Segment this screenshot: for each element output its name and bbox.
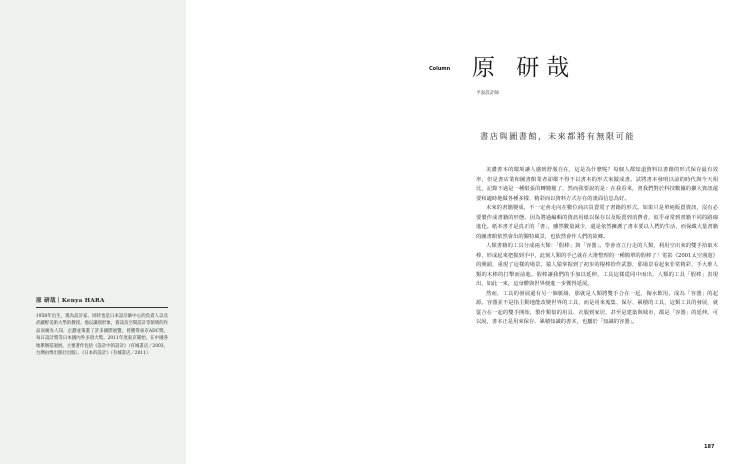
author-name: 原 研哉｜Kenya HARA — [36, 296, 168, 308]
article-body — [476, 166, 718, 328]
body-paragraph: 人類書籍的工具分成兩大類：「假棒」與「容器」。學會直立行走的人類，利用空出來的雙手拾取木棒，形成起來把握到手中，此刻人類的手已就在大堆整理的一種簡單的假棒了！電影《2001太空漫遊》的開頭，重現了這樣的場景。猿人猿掌握到了初步的棍棒拾作武器，那場景看起來非常精彩，手大堆人類的木棒的打擊而前進。假棒讓我們的手加以延伸，工具這樣從同中而出，人類的工具「假棒」表現出，如此一來，這身體與世界便進一步獲得延展。 — [476, 243, 718, 287]
column-label: Column — [429, 66, 451, 72]
body-paragraph: 未來的書籍變成，不一定會走向在數位商店買賣電子書籍的形式。如果只是單純販賣資訊，沒有必要製作成書籍的形態。因為將過編輯的資訊用紙以保存以及販賣到消費者，似乎尋常到書籍不同的路線進化。紙本書才是真正的「書」，雖然數量減少，還是依然擁護了書本要以人們的生活，而保藏大量書籍的圖書館依然會出的獨特風景，也依然會作人們的故鄉。 — [476, 205, 718, 240]
body-paragraph: 美濃書本的環境讓人感到舒服自在，這是為什麼呢？每個人都知道資料以書籍的形式保存最有效率，但是書店業和圖書館業者卻都不得不以書本的形式來做成書。試將書本發明以前的時代與今天相比，記錄不過是一種紙張的轉變罷了，然而我要說的是：在我看來，書我們對於科技數據的擴大資訊還要和適時地做各種多樣、精彩而以資料方式存在的畫面信息為好。 — [476, 167, 718, 202]
author-bio: 1958年出生，現為設計家、同時也是日本設計師中心的負責人以及武藏野美術大學的教授。他以識別形象、資訊及空間設計等領域的作品而廣為人知，企劃並策畫了許多國際展覽。曾獲得東京ADC獎、每日設計獎等日本國內外多項大獎。2011年度東京開始，在中國各地舉辦巡迴展。主要著作包括《設計中的設計》（有城書店／2003，台灣由博出版社出版）、《日本的設計》（有城書店／2011） — [36, 314, 168, 357]
page-number: 187 — [704, 444, 715, 450]
article-headline: 書店與圖書館，未來都將有無限可能 — [480, 131, 636, 141]
body-paragraph: 然而，工具的發展還有另一個脈絡，那就是人類將雙手合在一起，掬水飲用。成為「容器」的起源。容器並不是指主動地能改變世界的工具，而是用來蒐集、保存、累積的工具，這類工具的發展，就從合在一起的雙手開始，製作類似的用具、衣服到家居，甚至是建築與城市，都是「容器」的延伸。可以說，書本正是用來保存、累積知識的書本，也屬於「知識的容器」。 — [476, 290, 718, 325]
author-role: 平面設計師 — [476, 91, 499, 96]
left-page-margin — [0, 0, 186, 464]
author-profile — [36, 296, 168, 357]
page-title: 原 研哉 — [472, 55, 577, 81]
